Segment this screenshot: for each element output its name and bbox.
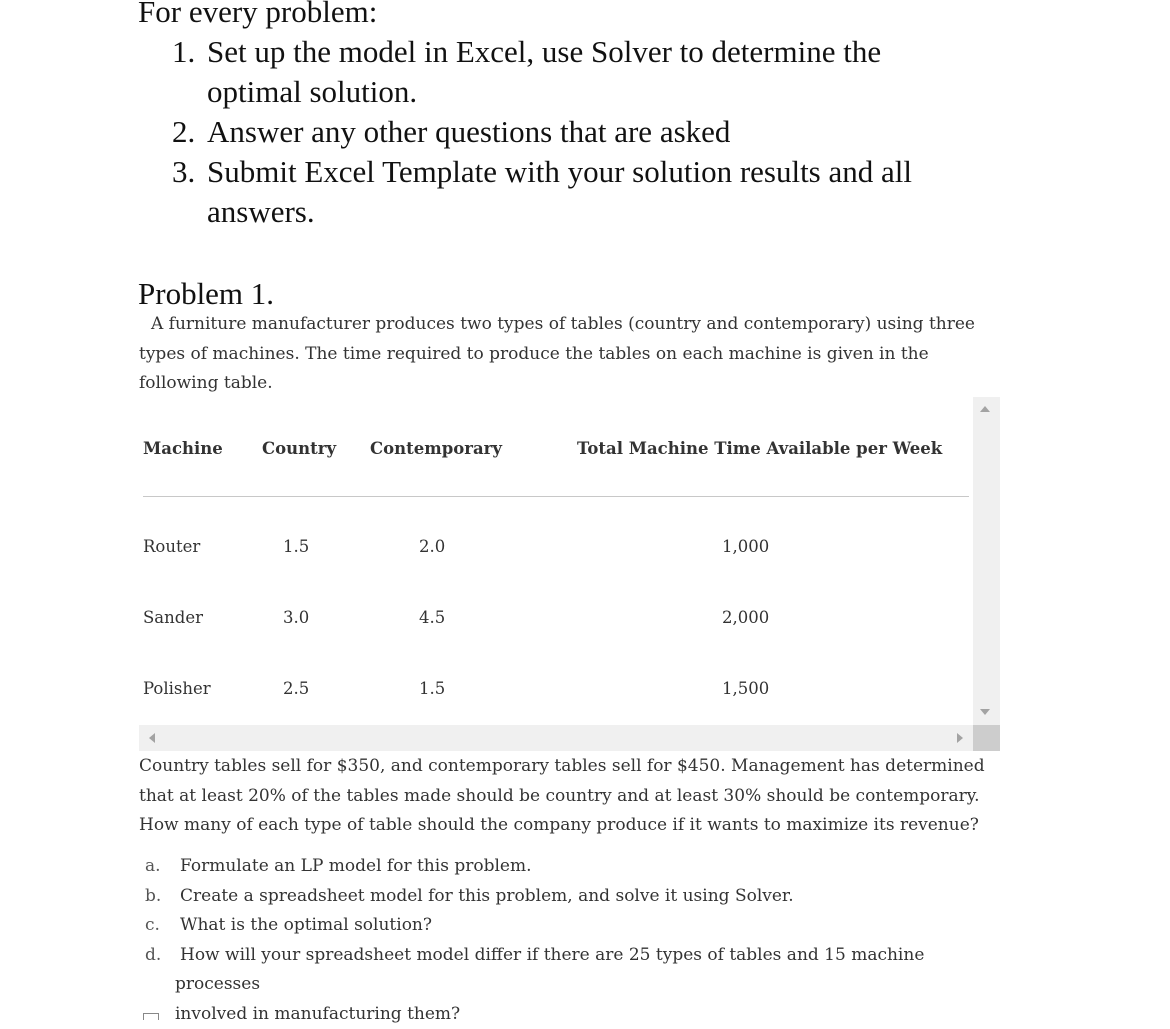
question-list xyxy=(139,852,1009,1029)
question-item xyxy=(139,941,1009,1029)
table-cell-contemporary: 2.0 xyxy=(419,537,445,556)
instruction-text: Answer any other questions that are asked xyxy=(207,114,730,149)
vertical-scrollbar[interactable] xyxy=(973,397,1000,725)
question-letter: d. xyxy=(145,941,161,971)
problem-text: Country tables sell for $350, and contemporary tables sell for $450. Management has determined that at least 20% of the tables made should be country and at least 30% should be contemporary. How many of each type of table should the company produce if it wants to maximize its revenue? xyxy=(139,752,1009,841)
instruction-item xyxy=(172,152,1022,232)
problem-intro: A furniture manufacturer produces two types of tables (country and contemporary) using three types of machines. The time required to produce the tables on each machine is given in the following table. xyxy=(139,310,999,399)
table-cell-country: 3.0 xyxy=(283,608,309,627)
table-cell-total: 2,000 xyxy=(722,608,769,627)
intro-heading: For every problem: xyxy=(138,0,377,30)
question-item xyxy=(139,882,1009,912)
question-text: How will your spreadsheet model differ if there are 25 types of tables and 15 machine processes xyxy=(175,945,924,995)
scroll-left-arrow-icon[interactable] xyxy=(149,733,155,743)
table-cell-machine: Sander xyxy=(143,608,203,627)
table-cell-machine: Router xyxy=(143,537,200,556)
question-letter: b. xyxy=(145,882,161,912)
question-letter: a. xyxy=(145,852,161,882)
table-cell-country: 1.5 xyxy=(283,537,309,556)
machine-time-table xyxy=(139,397,1000,751)
question-item xyxy=(139,911,1009,941)
question-text: Formulate an LP model for this problem. xyxy=(180,856,531,876)
table-cell-country: 2.5 xyxy=(283,679,309,698)
table-cell-machine: Polisher xyxy=(143,679,211,698)
instruction-text: optimal solution. xyxy=(207,74,417,109)
column-header-country: Country xyxy=(262,439,336,458)
scrollbar-corner xyxy=(973,725,1000,751)
instruction-item xyxy=(172,112,1022,152)
table-cell-contemporary: 4.5 xyxy=(419,608,445,627)
instruction-text: Set up the model in Excel, use Solver to determine the xyxy=(207,34,881,69)
column-header-machine: Machine xyxy=(143,439,223,458)
horizontal-scrollbar[interactable] xyxy=(139,725,1000,751)
question-text: involved in manufacturing them? xyxy=(175,1004,460,1024)
column-header-contemporary: Contemporary xyxy=(370,439,502,458)
scroll-right-arrow-icon[interactable] xyxy=(957,733,963,743)
instruction-list xyxy=(172,32,1022,232)
instruction-text: Submit Excel Template with your solution results and all xyxy=(207,154,912,189)
header-divider xyxy=(143,496,969,497)
table-cell-contemporary: 1.5 xyxy=(419,679,445,698)
question-text: What is the optimal solution? xyxy=(180,915,432,935)
question-text: Create a spreadsheet model for this problem, and solve it using Solver. xyxy=(180,886,794,906)
scroll-down-arrow-icon[interactable] xyxy=(980,709,990,715)
instruction-number: 1. xyxy=(172,32,195,72)
instruction-item xyxy=(172,32,1022,112)
table-cell-total: 1,000 xyxy=(722,537,769,556)
question-letter: c. xyxy=(145,911,160,941)
scroll-up-arrow-icon[interactable] xyxy=(980,406,990,412)
table-cell-total: 1,500 xyxy=(722,679,769,698)
instruction-number: 2. xyxy=(172,112,195,152)
instruction-number: 3. xyxy=(172,152,195,192)
instruction-text: answers. xyxy=(207,194,315,229)
column-header-total-time: Total Machine Time Available per Week xyxy=(577,439,942,458)
problem-title: Problem 1. xyxy=(138,276,274,312)
question-item xyxy=(139,852,1009,882)
